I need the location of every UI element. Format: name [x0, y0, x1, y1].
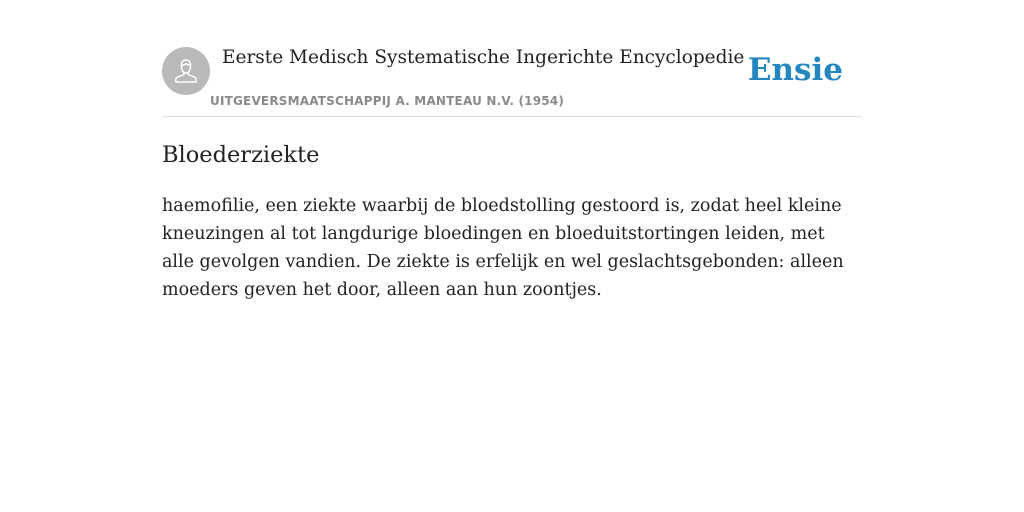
- source-avatar[interactable]: [162, 47, 210, 95]
- article-body: haemofilie, een ziekte waarbij de bloedstolling gestoord is, zodat heel kleine kneuzingen al tot langdurige bloedingen en bloeduitstortingen leiden, met alle gevolgen vandien. De ziekte is erfelijk en wel geslachtsgebonden: alleen moeders geven het door, alleen aan hun zoontjes.: [162, 196, 844, 300]
- source-title[interactable]: Eerste Medisch Systematische Ingerichte Encyclopedie: [222, 47, 745, 68]
- article-title: Bloederziekte: [162, 142, 320, 168]
- brand-logo[interactable]: Ensie: [747, 52, 843, 88]
- publisher-label: UITGEVERSMAATSCHAPPIJ A. MANTEAU N.V. (1954): [210, 94, 565, 108]
- user-silhouette-icon: [171, 56, 201, 86]
- source-header: [162, 46, 862, 117]
